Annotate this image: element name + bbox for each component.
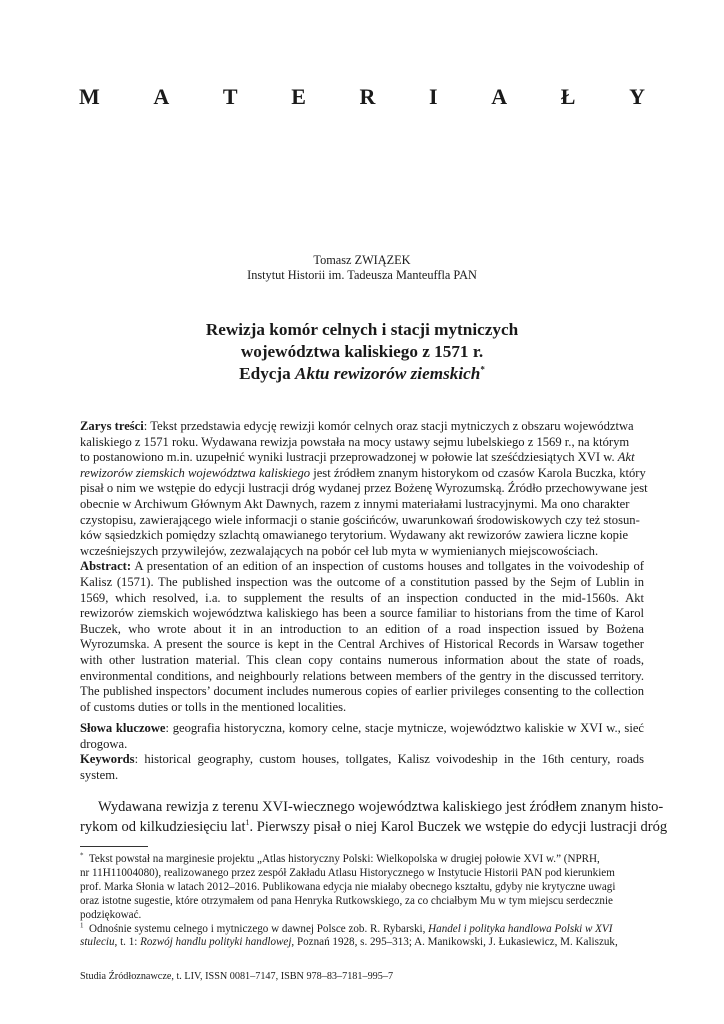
header-letter: A — [153, 84, 170, 109]
footnote-mark: 1 — [80, 920, 84, 929]
header-letter: Y — [629, 84, 645, 109]
abstract-pl-label: Zarys treści — [80, 419, 144, 433]
abstract-pl-line — [80, 450, 644, 466]
header-letter: R — [359, 84, 376, 109]
header-letter: Ł — [560, 84, 576, 109]
abstract-pl-line — [80, 419, 644, 435]
keywords-pl — [80, 721, 644, 752]
body-line — [80, 817, 668, 837]
footnote-mark: * — [80, 851, 84, 860]
footnotes — [80, 853, 644, 950]
footnote-italic: Handel i polityka handlowa Polski w XVI — [428, 922, 613, 935]
abstract-en — [80, 559, 644, 715]
footnote-line — [80, 920, 644, 937]
header-letter: I — [429, 84, 438, 109]
abstract-pl-italic: Akt — [617, 450, 635, 465]
abstract-en-label: Abstract: — [80, 559, 132, 574]
title-line: Rewizja komór celnych i stacji mytniczych — [205, 320, 519, 339]
header-letter: A — [491, 84, 508, 109]
keywords-en-text: : historical geography, custom houses, tollgates, Kalisz voivodeship in the 16th century, roads system. — [80, 752, 644, 783]
keywords-en-label: Keywords — [80, 752, 135, 767]
title-prefix: Edycja — [239, 364, 296, 383]
abstract-pl-line: obecnie w Archiwum Głównym Akt Dawnych, razem z innymi materiałami lustracyjnymi. Ma ono charakter — [80, 496, 630, 511]
abstract-block — [80, 419, 648, 784]
title-line: województwa kaliskiego z 1571 r. — [240, 342, 484, 361]
footnote-line — [80, 853, 644, 867]
abstract-pl — [80, 419, 648, 559]
abstract-pl-italic: rewizorów ziemskich województwa kaliskiego — [80, 465, 311, 480]
abstract-en-text: A presentation of an edition of an inspection of customs houses and tollgates in the voivodeship of Kalisz (1571). The published inspection was the outcome of a constitution passed by the Sejm of Lublin in 1569, which resolved, i.a. to supplement the results of an inspection conducted in the mid-1560s. Akt rewizorów ziemskich województwa kaliskiego has been a source familiar to historians from the time of Karol Buczek, who wrote about it in an introduction to an edition of a road inspection issued by Bożena Wyrozumska. A present the source is kept in the Central Archives of Historical Records in Warsaw together with other lustration material. This clean copy contains numerous information about the state of roads, environmental conditions, and neighbourly relations between members of the gentry in the discussed territory. The published inspectors’ document includes numerous copies of earlier privileges consenting to the collection of customs duties or tolls in the mentioned localities. — [80, 559, 644, 714]
footnote-text: , t. 1: — [114, 936, 141, 949]
footnote-italic: Rozwój handlu polityki handlowej — [140, 936, 292, 949]
abstract-pl-text: Tekst przedstawia edycję rewizji komór celnych oraz stacji mytniczych z obszaru województwa — [150, 419, 634, 433]
abstract-pl-line: ków sąsiedzkich pomiędzy szlachtą omawianego terytorium. Wydawany akt rewizorów zawiera liczne kopie — [80, 528, 629, 543]
article-title — [0, 319, 724, 385]
abstract-pl-colon: : — [143, 419, 151, 433]
title-footnote-mark: * — [480, 364, 485, 375]
footnote-text: , Poznań 1928, s. 295–313; A. Manikowski, J. Łukasiewicz, M. Kaliszuk, — [291, 936, 618, 949]
journal-footer: Studia Źródłoznawcze, t. LIV, ISSN 0081–7147, ISBN 978–83–7181–995–7 — [80, 971, 394, 982]
body-line: Wydawana rewizja z terenu XVI-wiecznego województwa kaliskiego jest źródłem znanym histo- — [98, 799, 664, 815]
header-letter: T — [222, 84, 238, 109]
title-italic: Aktu rewizorów ziemskich — [295, 364, 481, 383]
section-header — [79, 84, 645, 110]
footnote-ref: 1 — [245, 818, 250, 828]
body-text: rykom od kilkudziesięciu lat — [80, 819, 246, 835]
footnote-line: oraz istotne sugestie, które otrzymałem od pana Henryka Rutkowskiego, za co chciałbym Mu w tym miejscu serdecznie — [80, 894, 613, 907]
abstract-pl-line: pisał o nim we wstępie do edycji lustracji dróg wydanej przez Bożenę Wyrozumską. Źródło przechowywane jest — [80, 481, 648, 496]
keywords-en — [80, 752, 644, 783]
footnote-separator — [80, 846, 148, 847]
footnote-line: nr 11H11004080), realizowanego przez zespół Zakładu Atlasu Historycznego w Instytucie Historii PAN pod kierunkiem — [80, 866, 615, 879]
body-text: . Pierwszy pisał o niej Karol Buczek we wstępie do edycji lustracji dróg — [249, 819, 668, 835]
body-paragraph — [80, 797, 668, 837]
footnote-line: podziękować. — [80, 908, 142, 921]
author-affiliation: Instytut Historii im. Tadeusza Manteuffla PAN — [247, 268, 477, 282]
title-line — [0, 363, 724, 385]
keywords-pl-text: : geografia historyczna, komory celne, stacje mytnicze, województwo kaliskie w XVI w., sieć drogowa. — [80, 721, 645, 751]
footnote-text: Tekst powstał na marginesie projektu „Atlas historyczny Polski: Wielkopolska w drugiej połowie XVI w.” (NPRH, — [88, 853, 600, 865]
header-letter: E — [291, 84, 306, 109]
footnote-text: Odnośnie systemu celnego i mytniczego w dawnej Polsce zob. R. Rybarski, — [89, 922, 429, 935]
abstract-pl-line — [80, 466, 644, 482]
abstract-pl-text: to postanowiono m.in. uzupełnić wyniki lustracji przeprowadzonej w połowie lat sześćdziesiątych XVI w. — [80, 450, 618, 465]
keywords-pl-label: Słowa kluczowe — [80, 721, 166, 736]
footnote-italic: stuleciu — [80, 936, 115, 949]
abstract-pl-text: jest źródłem znanym historykom od czasów Karola Buczka, który — [310, 465, 646, 480]
footnote-line: prof. Marka Słonia w latach 2012–2016. Publikowana edycja nie miałaby obecnego kształtu, gdyby nie krytyczne uwagi — [80, 880, 616, 893]
footnote-line — [80, 936, 644, 950]
abstract-pl-line: czystopisu, zawierającego wiele informacji o stanie gościńców, uwarunkowań środowiskowych czy też stosun- — [80, 512, 640, 527]
author-name: Tomasz ZWIĄZEK — [313, 253, 411, 267]
abstract-pl-line: wcześniejszych przywilejów, zezwalających na pobór ceł lub myta w wymienianych miejscowościach. — [80, 543, 599, 558]
author-block — [0, 253, 724, 283]
abstract-pl-line: kaliskiego z 1571 roku. Wydawana rewizja powstała na mocy ustawy sejmu lubelskiego z 1569 r., na którym — [80, 434, 630, 449]
header-letter: M — [79, 84, 100, 109]
